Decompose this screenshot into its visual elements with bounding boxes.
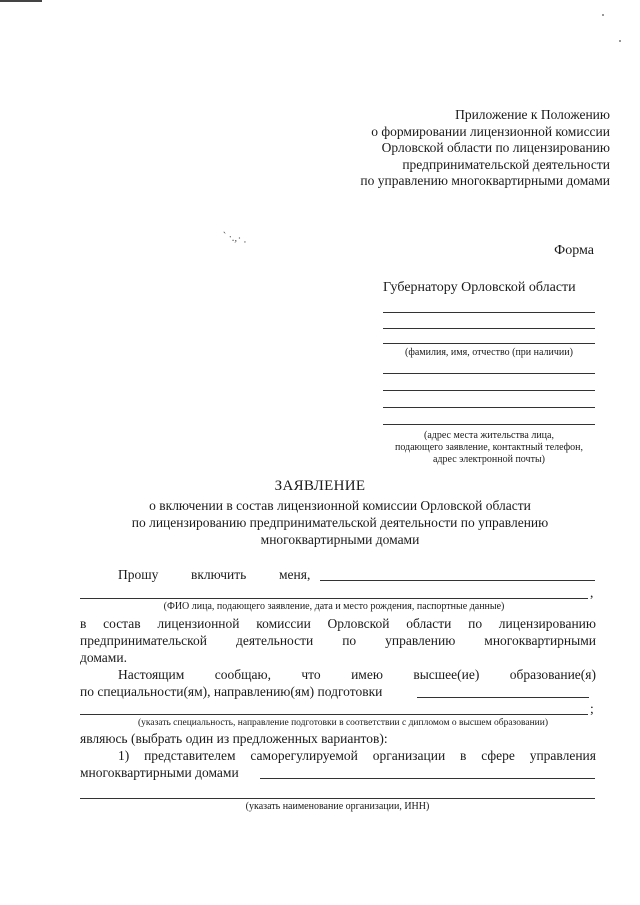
address-caption [383,430,595,466]
organization-caption: (указать наименование организации, ИНН) [245,801,430,812]
document-subtitle [100,497,580,548]
fio-line[interactable] [383,343,595,344]
appendix-line: о формировании лицензионной комиссии [371,123,610,139]
specialty-line-2[interactable] [80,714,588,715]
fio-line[interactable] [383,328,595,329]
option1-text-1: 1) представителем саморегулируемой организации в сфере управления [118,748,596,763]
option1-text-2: многоквартирными домами [80,765,239,780]
appendix-header [300,107,610,190]
appendix-line: Орловской области по лицензированию [381,140,610,155]
comma: , [590,585,594,600]
appendix-line: предпринимательской деятельности [402,156,610,172]
address-caption-line: адрес электронной почты) [432,454,545,465]
appendix-line: по управлению многоквартирными домами [360,173,610,188]
specialty-line[interactable] [417,697,589,698]
address-line[interactable] [383,407,595,408]
scan-edge-mark [0,0,42,2]
request-word-2: включить [191,567,247,582]
applicant-name-line[interactable] [320,580,595,581]
semicolon: ; [590,701,594,716]
subtitle-line: о включении в состав лицензионной комиссии Орловской области [149,498,531,513]
fio-caption: (фамилия, имя, отчество (при наличии) [405,347,573,358]
organization-line-2[interactable] [80,798,595,799]
applicant-details-line[interactable] [80,598,588,599]
form-label: Форма [554,243,594,258]
scan-speck [619,40,621,42]
address-line[interactable] [383,424,595,425]
composition-text-2: предпринимательской деятельности по управлению многоквартирными [80,633,596,648]
inform-text-2: по специальности(ям), направлению(ям) подготовки [80,684,383,699]
organization-line[interactable] [260,778,595,779]
request-word-1: Прошу [118,567,159,582]
inform-text-1: Настоящим сообщаю, что имею высшее(ие) образование(я) [118,667,596,682]
being-text: являюсь (выбрать один из предложенных вариантов): [80,731,388,746]
subtitle-line: многоквартирными домами [260,532,420,547]
fio-line[interactable] [383,312,595,313]
request-word-3: меня, [279,567,311,582]
scan-artifact: ` ·.,· . [221,230,248,246]
addressee: Губернатору Орловской области [383,280,576,295]
address-caption-line: подающего заявление, контактный телефон, [394,442,584,453]
composition-text-3: домами. [80,650,127,665]
address-line[interactable] [383,373,595,374]
document-title: ЗАЯВЛЕНИЕ [274,478,366,494]
scan-speck [602,14,604,16]
specialty-caption: (указать специальность, направление подготовки в соответствии с дипломом о высшем образовании) [138,718,548,728]
address-line[interactable] [383,390,595,391]
subtitle-line: по лицензированию предпринимательской деятельности по управлению [131,515,549,530]
appendix-line: Приложение к Положению [455,107,610,122]
composition-text-1: в состав лицензионной комиссии Орловской области по лицензированию [80,616,596,631]
applicant-caption: (ФИО лица, подающего заявление, дата и место рождения, паспортные данные) [163,601,505,612]
address-caption-line: (адрес места жительства лица, [424,430,554,441]
